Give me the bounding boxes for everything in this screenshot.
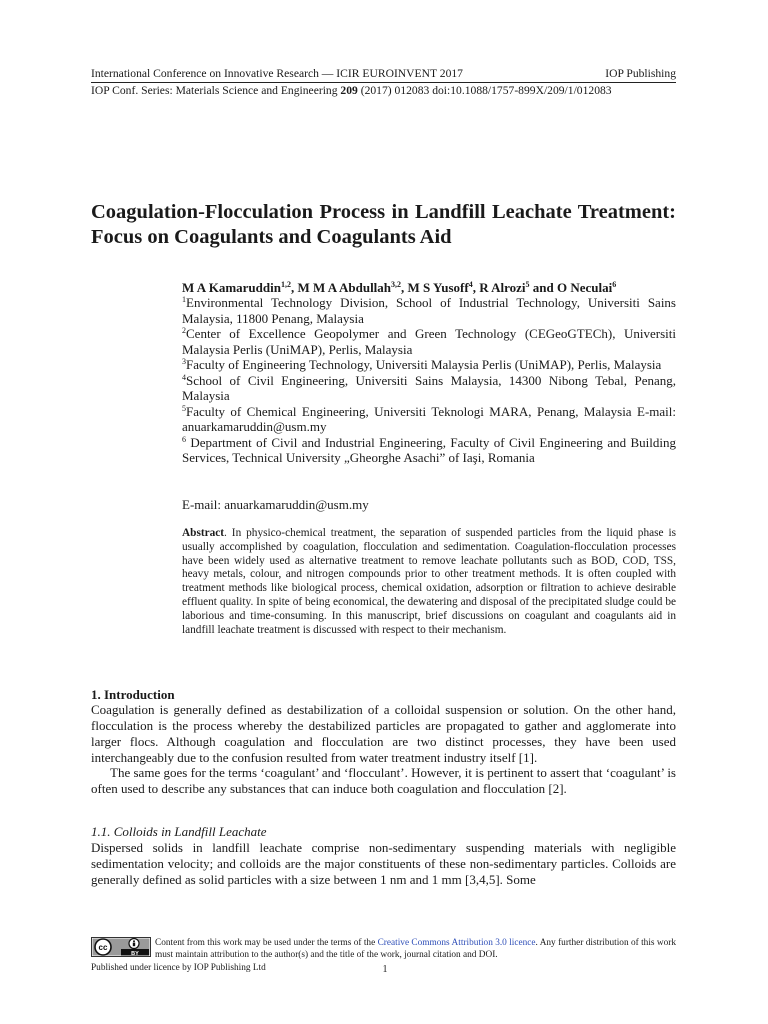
affiliation-number: 4 [182, 372, 186, 382]
author-sup: 5 [525, 280, 530, 289]
svg-text:cc: cc [98, 943, 108, 953]
series-citation [91, 84, 612, 98]
affiliation-number: 3 [182, 357, 186, 366]
page-number: 1 [382, 964, 388, 975]
cc-by-licence-icon [91, 937, 151, 957]
author-name: M A Kamaruddin [182, 280, 281, 295]
licence-link[interactable]: Creative Commons Attribution 3.0 licence [377, 938, 536, 948]
author-list [182, 280, 676, 296]
licence-text-pre: Content from this work may be used under the terms of the [155, 938, 378, 948]
affiliation-number: 5 [182, 403, 186, 413]
licence-text-post: . Any further distribution of this work must maintain attribution to the author(s) and the title of the work, journal citation and DOI. [155, 938, 676, 960]
subsection-heading: 1.1. Colloids in Landfill Leachate [91, 824, 267, 839]
author-name: M S Yusoff [407, 280, 469, 295]
abstract-label: Abstract [182, 527, 225, 539]
author-sep: , [401, 280, 408, 295]
affiliation [182, 357, 676, 373]
publisher-notice: Published under licence by IOP Publishing Ltd [91, 963, 266, 973]
affiliation-text: Department of Civil and Industrial Engineering, Faculty of Civil Engineering and Building Services, Technical University „Gheorghe Asachi” of Iaşi, Romania [182, 434, 676, 465]
abstract [182, 527, 676, 637]
intro-paragraph-1: Coagulation is generally defined as destabilization of a colloidal suspension or solution. On the other hand, flocculation is the process whereby the destabilized particles are propagated to gather and agglomerate into larger flocs. Although coagulation and flocculation are two distinct processes, they have been used interchangeably due to the confusion resulted from water treatment industry itself [1]. [91, 702, 676, 765]
author-sep: , [472, 280, 480, 295]
affiliation-text: Faculty of Engineering Technology, Universiti Malaysia Perlis (UniMAP), Perlis, Malaysia [186, 357, 662, 372]
affiliation [182, 295, 676, 326]
publisher-name: IOP Publishing [605, 67, 676, 80]
affiliation-list [182, 295, 676, 466]
affiliation-number: 6 [182, 434, 186, 444]
series-suffix: (2017) 012083 doi:10.1088/1757-899X/209/1/012083 [357, 84, 612, 97]
section-heading: 1. Introduction [91, 687, 175, 702]
affiliation-text: Faculty of Chemical Engineering, Universiti Teknologi MARA, Penang, Malaysia E-mail: anuarkamaruddin@usm.my [182, 403, 676, 434]
corresponding-email: E-mail: anuarkamaruddin@usm.my [182, 497, 369, 512]
affiliation [182, 373, 676, 404]
affiliation [182, 326, 676, 357]
author-sep: and [529, 280, 558, 295]
intro-paragraph-2: The same goes for the terms ‘coagulant’ and ‘flocculant’. However, it is pertinent to assert that ‘coagulant’ is often used to describe any substances that can induce both coagulation and flocculation [2]. [91, 765, 676, 796]
volume-number: 209 [340, 84, 358, 97]
author-name: O Neculai [557, 280, 613, 295]
affiliation-text: Center of Excellence Geopolymer and Green Technology (CEGeoGTECh), Universiti Malaysia Perlis (UniMAP), Perlis, Malaysia [182, 326, 676, 357]
author-sup: 4 [468, 280, 473, 289]
author-name: M M A Abdullah [297, 280, 392, 295]
affiliation-number: 1 [182, 295, 186, 304]
paper-title: Coagulation-Flocculation Process in Landfill Leachate Treatment: Focus on Coagulants and Coagulants Aid [91, 201, 676, 248]
header-rule [91, 82, 676, 83]
affiliation-text: Environmental Technology Division, School of Industrial Technology, Universiti Sains Malaysia, 11800 Penang, Malaysia [182, 295, 676, 326]
affiliation [182, 435, 676, 466]
abstract-text: . In physico-chemical treatment, the separation of suspended particles from the liquid phase is usually accomplished by coagulation, flocculation and sedimentation. Coagulation-flocculation processes have been widely used as alternative treatment to remove leachate pollutants such as BOD, COD, TSS, heavy metals, colour, and nitrogen compounds prior to other treatment methods. It is often coupled with treatment methods like biological process, chemical oxidation, adsorption or filtration to achieve desirable effluent quality. In spite of being economical, the dewatering and disposal of the precipitated sludge could be laborious and time-consuming. In this manuscript, brief discussions on coagulant and coagulants aid in landfill leachate treatment is discussed with respect to their mechanism. [182, 527, 676, 636]
licence-notice [155, 938, 676, 961]
author-sep: , [290, 280, 298, 295]
author-sup: 3,2 [391, 280, 402, 289]
author-name: R Alrozi [479, 280, 526, 295]
conference-name: International Conference on Innovative Research — ICIR EUROINVENT 2017 [91, 67, 463, 80]
affiliation-text: School of Civil Engineering, Universiti Sains Malaysia, 14300 Nibong Tebal, Penang, Malaysia [182, 372, 676, 403]
affiliation-number: 2 [182, 326, 186, 335]
affiliation [182, 404, 676, 435]
colloids-paragraph: Dispersed solids in landfill leachate comprise non-sedimentary suspending materials with negligible sedimentation velocity; and colloids are the major constituents of these non-sedimentary particles. Colloids are generally defined as solid particles with a size between 1 nm and 1 mm [3,4,5]. Some [91, 840, 676, 887]
author-sup: 1,2 [280, 280, 291, 289]
cc-badge-label: BY [131, 950, 139, 957]
series-prefix: IOP Conf. Series: Materials Science and Engineering [91, 84, 341, 97]
author-sup: 6 [612, 280, 617, 289]
